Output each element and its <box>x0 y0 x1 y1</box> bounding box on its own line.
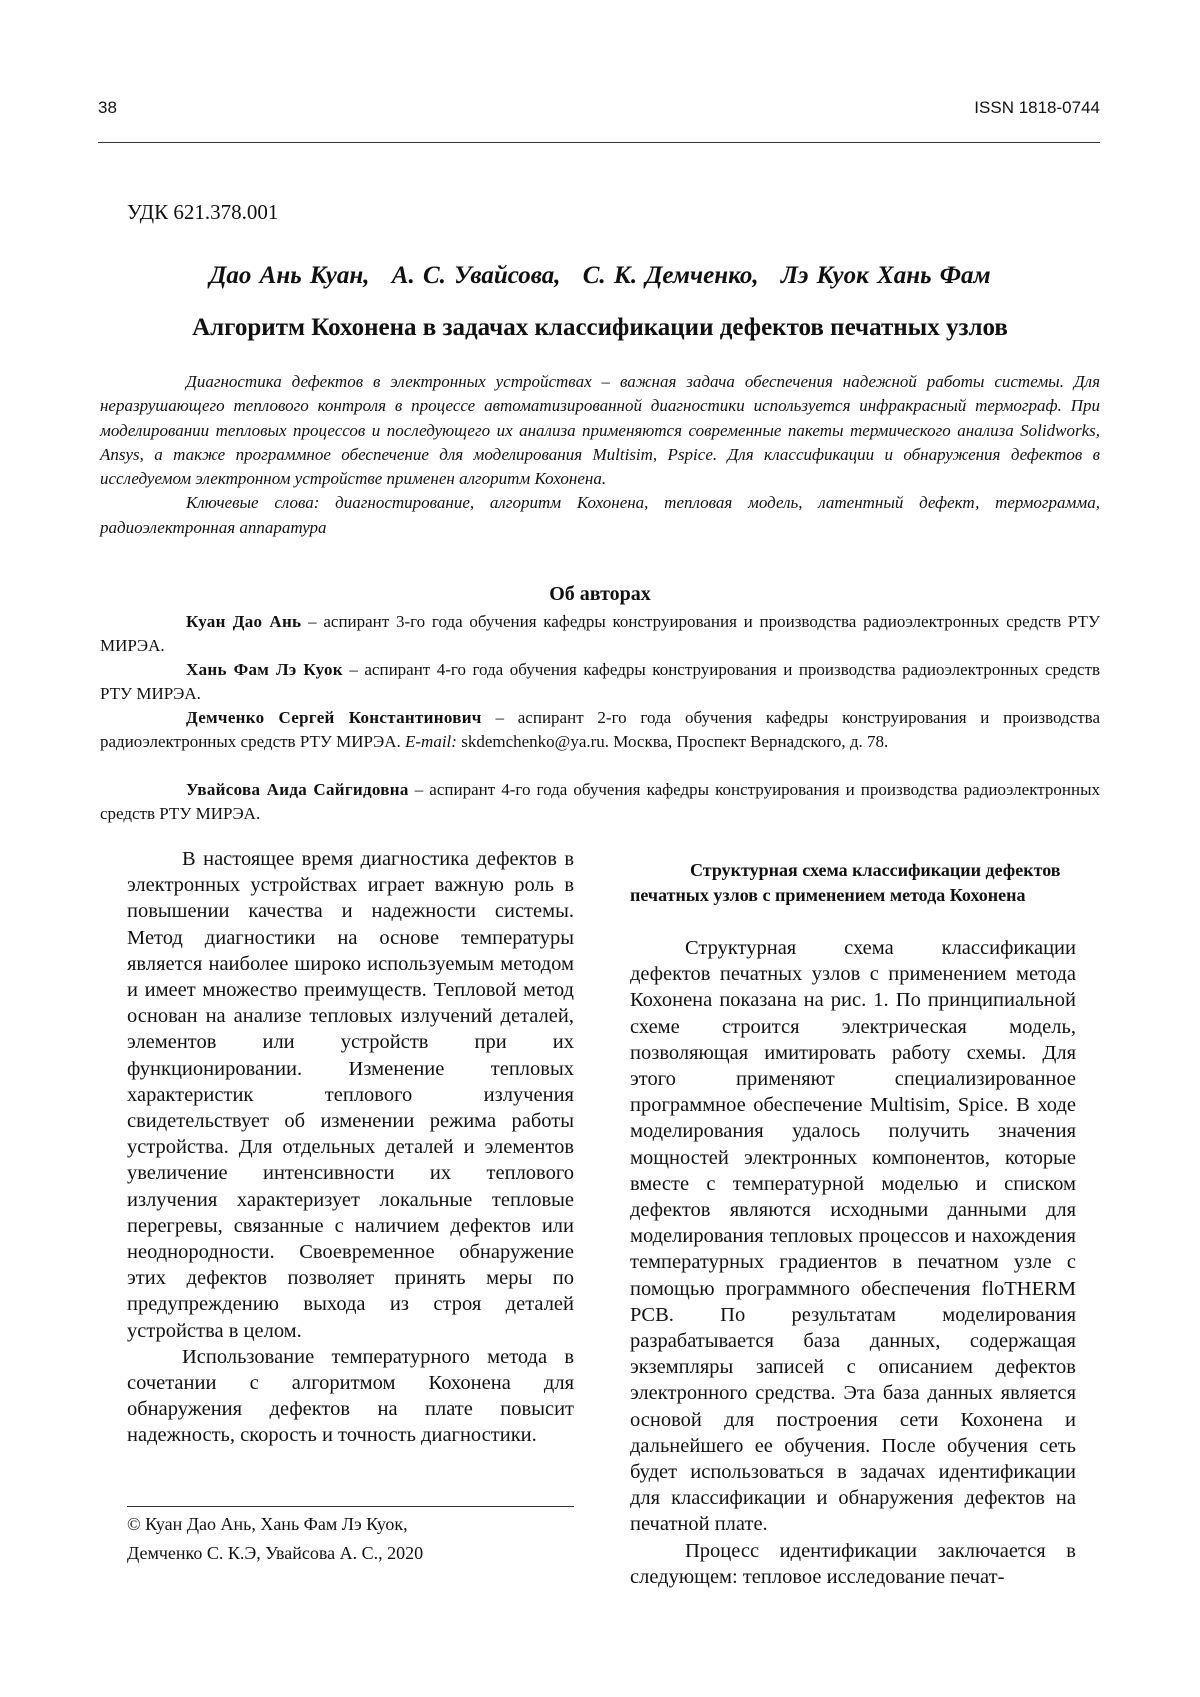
page-number: 38 <box>98 98 117 118</box>
author-3: С. К. Демченко, <box>583 262 759 289</box>
header-rule <box>98 142 1100 143</box>
keywords: Ключевые слова: диагностирование, алгоритм Кохонена, тепловая модель, латентный дефект, термограмма, радиоэлектронная аппаратура <box>100 491 1100 540</box>
abstract-text: Диагностика дефектов в электронных устройствах – важная задача обеспечения надежной работы системы. Для неразрушающего теплового контроля в процессе автоматизированной диагностики используется инфракрасный термограф. При моделировании тепловых процессов и последующего их анализа применяются современные пакеты термического анализа Solidworks, Ansys, а также программное обеспечение для моделирования Multisim, Pspice. Для классификации и обнаружения дефектов в исследуемом электронном устройстве применен алгоритм Кохонена. <box>100 370 1100 491</box>
copyright-note <box>127 1510 423 1568</box>
about-authors-heading: Об авторах <box>100 583 1100 606</box>
bio-text: – аспирант 2-го года обучения кафедры конструирования и производства радиоэлектронных средств РТУ МИРЭА. <box>100 708 1100 751</box>
bio-name: Хань Фам Лэ Куок <box>186 660 343 679</box>
body-paragraph: Использование температурного метода в сочетании с алгоритмом Кохонена для обнаружения дефектов на плате повысит надежность, скорость и точность диагностики. <box>127 1344 574 1449</box>
bio-name: Куан Дао Ань <box>186 612 301 631</box>
footnote-rule <box>127 1506 574 1507</box>
bio-name: Увайсова Аида Сайгидовна <box>186 780 409 799</box>
copyright-line-2: Демченко С. К.Э, Увайсова А. С., 2020 <box>127 1539 423 1568</box>
bio-entry <box>100 706 1100 754</box>
body-paragraph: Структурная схема классификации дефектов печатных узлов с применением метода Кохонена показана на рис. 1. По принципиальной схеме строится электрическая модель, позволяющая имитировать работу схемы. Для этого применяют специализированное программное обеспечение Multisim, Spice. В ходе моделирования удалось получить значения мощностей электронных компонентов, которые вместе с температурной моделью и списком дефектов являются исходными данными для моделирования тепловых процессов и нахождения температурных градиентов в печатном узле с помощью программного обеспечения floTHERM PCB. По результатам моделирования разрабатывается база данных, содержащая экземпляры записей с описанием дефектов электронного средства. Эта база данных является основой для построения сети Кохонена и дальнейшего ее обучения. После обучения сеть будет использоваться в задачах идентификации для классификации и обнаружения дефектов на печатной плате. <box>630 935 1076 1538</box>
author-2: А. С. Увайсова, <box>392 262 561 289</box>
body-paragraph: В настоящее время диагностика дефектов в электронных устройствах играет важную роль в повышении качества и надежности системы. Метод диагностики на основе температуры является наиболее широко используемым методом и имеет множество преимуществ. Тепловой метод основан на анализе тепловых излучений деталей, элементов или устройств при их функционировании. Изменение тепловых характеристик теплового излучения свидетельствует об изменении режима работы устройства. Для отдельных деталей и элементов увеличение интенсивности их теплового излучения характеризует локальные тепловые перегревы, связанные с наличием дефектов или неоднородности. Своевременное обнаружение этих дефектов позволяет принять меры по предупреждению выхода из строя деталей устройства в целом. <box>127 846 574 1344</box>
author-4: Лэ Куок Хань Фам <box>781 262 991 289</box>
abstract <box>100 370 1100 540</box>
copyright-line-1: © Куан Дао Ань, Хань Фам Лэ Куок, <box>127 1510 423 1539</box>
article-title: Алгоритм Кохонена в задачах классификации дефектов печатных узлов <box>100 314 1100 342</box>
bio-text: – аспирант 4-го года обучения кафедры конструирования и производства радиоэлектронных средств РТУ МИРЭА. <box>100 660 1100 703</box>
issn: ISSN 1818-0744 <box>974 98 1100 118</box>
bio-text: – аспирант 3-го года обучения кафедры конструирования и производства радиоэлектронных средств РТУ МИРЭА. <box>100 612 1100 655</box>
bio-entry <box>100 778 1100 826</box>
left-column <box>127 846 574 1449</box>
author-list <box>100 262 1100 290</box>
author-1: Дао Ань Куан, <box>209 262 369 289</box>
section-heading: Структурная схема классификации дефектов печатных узлов с применением метода Кохонена <box>630 858 1076 908</box>
bio-entry <box>100 658 1100 706</box>
bio-name: Демченко Сергей Константинович <box>186 708 482 727</box>
body-paragraph: Процесс идентификации заключается в следующем: тепловое исследование печат- <box>630 1538 1076 1590</box>
email-label: E-mail: <box>405 732 457 751</box>
right-column <box>630 935 1076 1590</box>
bio-entry <box>100 610 1100 658</box>
bio-text: – аспирант 4-го года обучения кафедры конструирования и производства радиоэлектронных средств РТУ МИРЭА. <box>100 780 1100 823</box>
udk-code: УДК 621.378.001 <box>127 200 278 225</box>
email-address[interactable]: skdemchenko@ya.ru. Москва, Проспект Вернадского, д. 78. <box>457 732 888 751</box>
